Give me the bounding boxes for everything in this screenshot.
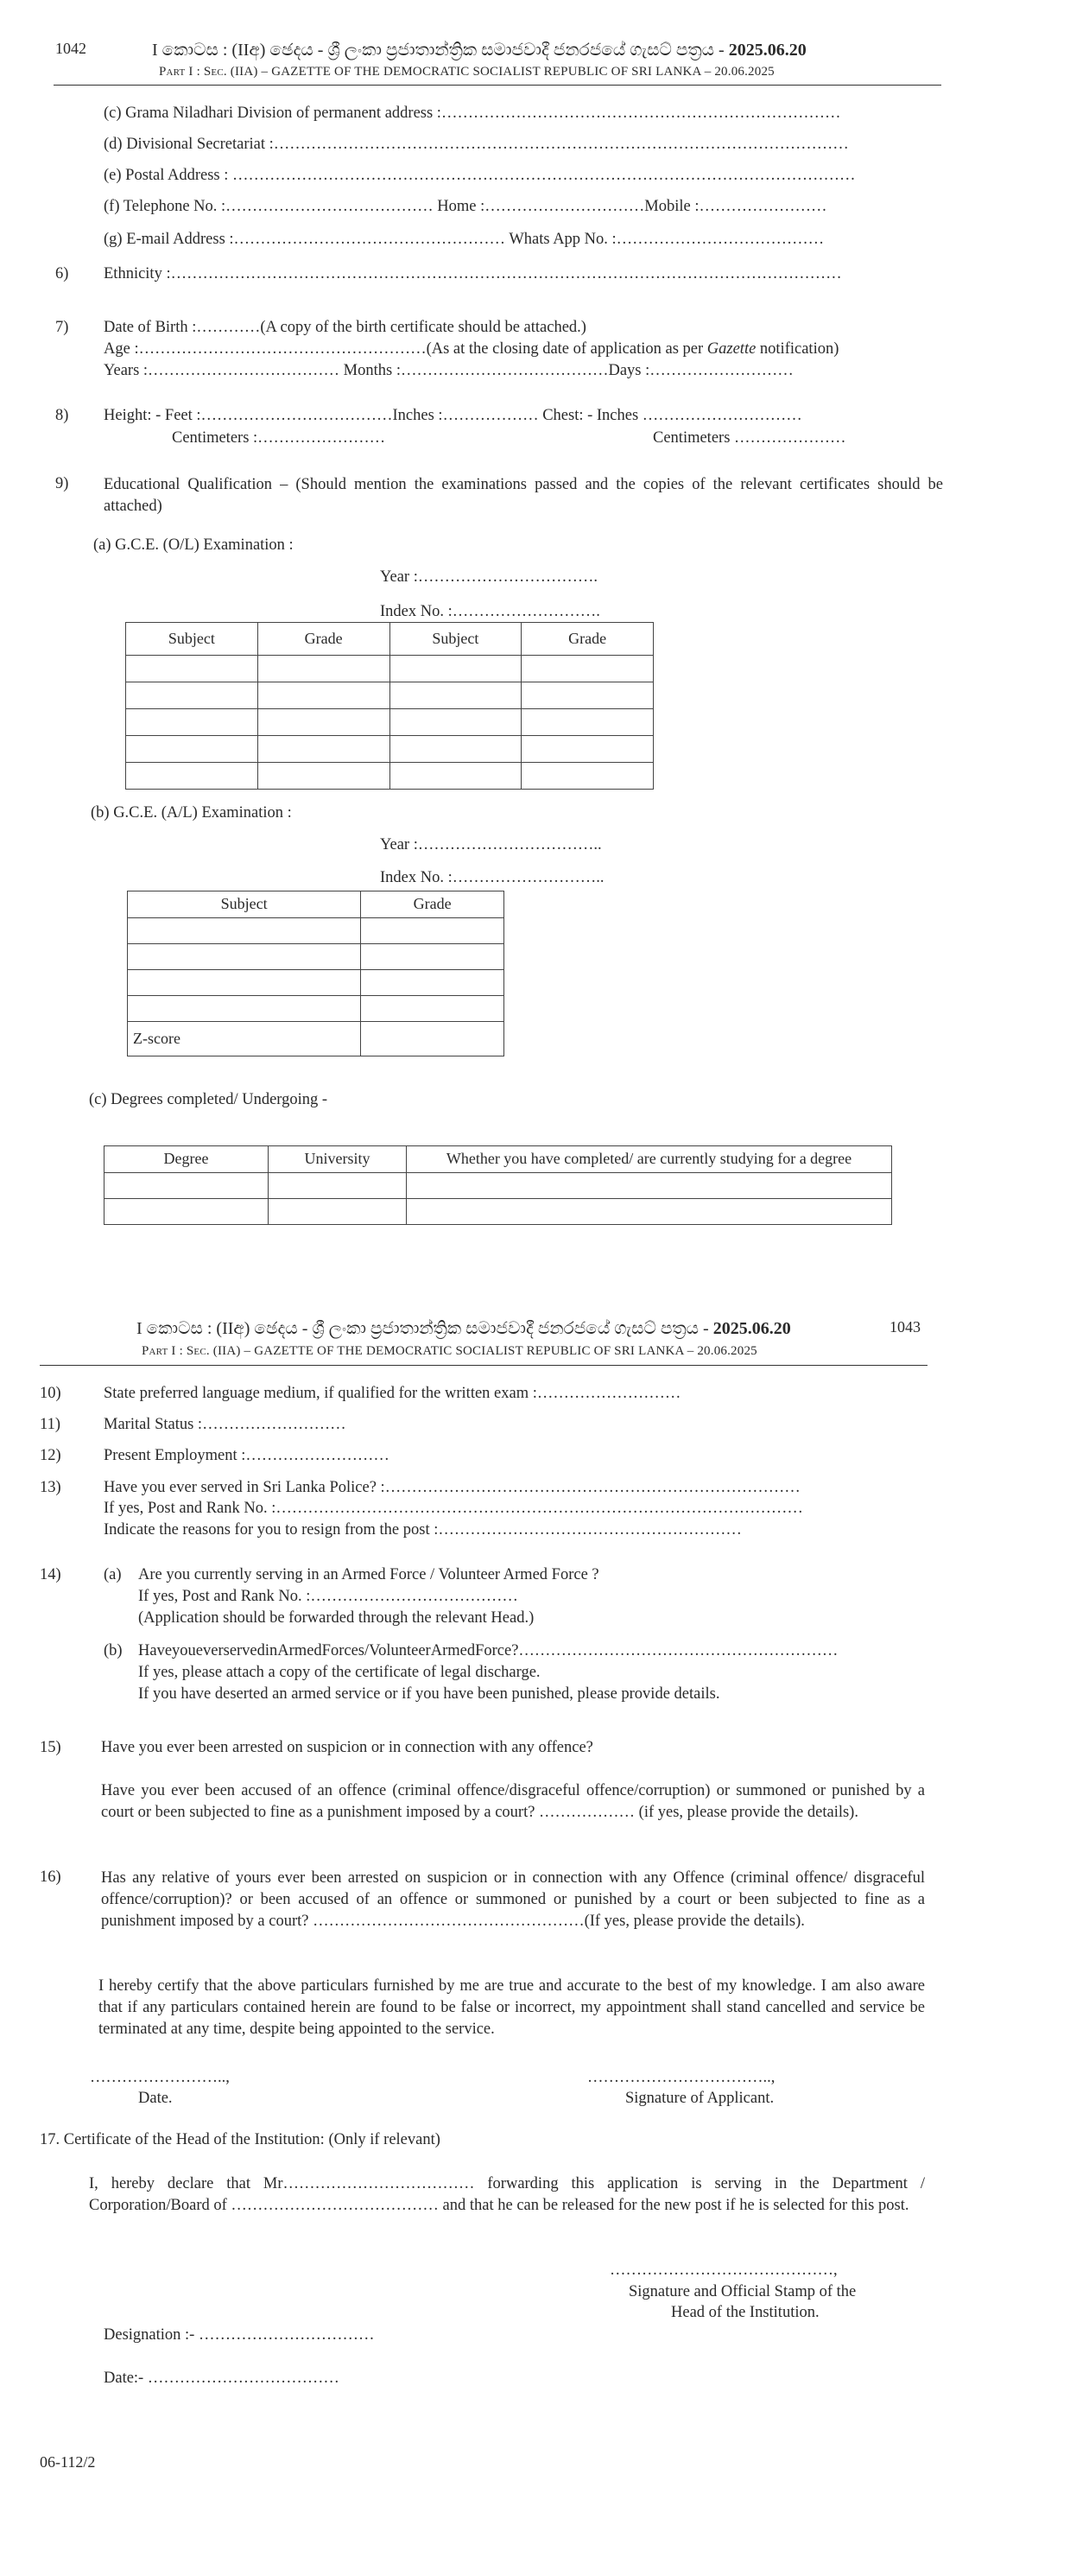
table-cell[interactable] bbox=[361, 996, 504, 1022]
q7-number: 7) bbox=[55, 319, 69, 336]
q8-chest-centimeters: Centimeters ………………… bbox=[653, 429, 846, 447]
table-cell[interactable] bbox=[522, 656, 654, 682]
q13-police-service: Have you ever served in Sri Lanka Police? :…………………………………………………………………… bbox=[104, 1479, 801, 1496]
header-date: 2025.06.20 bbox=[728, 41, 807, 60]
footer-code: 06-112/2 bbox=[40, 2453, 96, 2471]
table-cell[interactable] bbox=[269, 1199, 407, 1225]
q8-height-chest: Height: - Feet :………………………………Inches :……………… Chest: - Inches ………………………… bbox=[104, 407, 802, 424]
table-row bbox=[104, 1199, 892, 1225]
deg-header-degree: Degree bbox=[104, 1146, 269, 1173]
ol-header-grade-2: Grade bbox=[522, 623, 654, 656]
deg-header-university: University bbox=[269, 1146, 407, 1173]
q7-years-months-days: Years :……………………………… Months :…………………………………Days :……………………… bbox=[104, 362, 794, 379]
ol-index-no: Index No. :………………………. bbox=[380, 603, 600, 620]
ol-header-subject-1: Subject bbox=[126, 623, 258, 656]
zscore-label: Z-score bbox=[128, 1022, 361, 1056]
ol-header-grade-1: Grade bbox=[257, 623, 389, 656]
table-cell[interactable] bbox=[522, 736, 654, 763]
q14b-served-armed-forces: HaveyoueverservedinArmedForces/VolunteerArmedForce?…………………………………………………… bbox=[138, 1642, 839, 1659]
designation-line: Designation :- …………………………… bbox=[104, 2326, 375, 2344]
table-row bbox=[128, 1022, 504, 1056]
date-label: Date. bbox=[138, 2090, 173, 2107]
table-row bbox=[126, 763, 654, 790]
table-cell[interactable] bbox=[257, 682, 389, 709]
q13-post-rank: If yes, Post and Rank No. :……………………………………………………………………………………… bbox=[104, 1500, 803, 1517]
al-header-subject: Subject bbox=[128, 891, 361, 918]
date-dots: …………………….., bbox=[90, 2069, 230, 2086]
table-row bbox=[126, 656, 654, 682]
table-cell[interactable] bbox=[361, 970, 504, 996]
stamp-label-line1: Signature and Official Stamp of the bbox=[629, 2283, 857, 2300]
header-sinhala-2 bbox=[136, 1318, 791, 1339]
q16-number: 16) bbox=[40, 1869, 61, 1886]
q15-accused-paragraph: Have you ever been accused of an offence (criminal offence/disgraceful offence/corruption) or summoned or punished by a court or been subjected to fine as a punishment imposed by a court? ……………… (if yes, please provide the details). bbox=[101, 1782, 925, 1821]
header-sinhala-text: I කොටස : (IIඅ) ඡෙදය - ශ්‍රී ලංකා ප්‍රජාතාන්ත්‍රික සමාජවාදී ජනරජයේ ගැසට් පත්‍රය - bbox=[152, 41, 729, 60]
date-line: Date:- ……………………………… bbox=[104, 2370, 339, 2387]
table-cell[interactable] bbox=[407, 1173, 892, 1199]
q14-number: 14) bbox=[40, 1566, 61, 1583]
page-number-2: 1043 bbox=[890, 1318, 921, 1336]
q11-marital-status: Marital Status :……………………… bbox=[104, 1416, 346, 1433]
q6-ethnicity: Ethnicity :……………………………………………………………………………………………………………… bbox=[104, 265, 842, 282]
table-cell[interactable] bbox=[128, 944, 361, 970]
q15-arrested: Have you ever been arrested on suspicion or in connection with any offence? bbox=[101, 1739, 593, 1756]
q8-number: 8) bbox=[55, 407, 69, 424]
header-sinhala-text-2: I කොටස : (IIඅ) ඡෙදය - ශ්‍රී ලංකා ප්‍රජාතාන්ත්‍රික සමාජවාදී ජනරජයේ ගැසට් පත්‍රය - bbox=[136, 1319, 713, 1338]
ol-header-subject-2: Subject bbox=[389, 623, 522, 656]
q14b-label: (b) bbox=[104, 1642, 123, 1659]
q6-number: 6) bbox=[55, 265, 69, 282]
table-row bbox=[104, 1173, 892, 1199]
table-cell[interactable] bbox=[361, 918, 504, 944]
table-cell[interactable] bbox=[104, 1173, 269, 1199]
q14a-post-rank: If yes, Post and Rank No. :………………………………… bbox=[138, 1588, 518, 1605]
q7-age-end: notification) bbox=[756, 340, 839, 358]
q14b-deserted-details: If you have deserted an armed service or if you have been punished, please provide details. bbox=[138, 1685, 720, 1703]
al-index-no: Index No. :……………………….. bbox=[380, 869, 605, 886]
table-cell[interactable] bbox=[126, 736, 258, 763]
table-row bbox=[126, 709, 654, 736]
q7-date-of-birth: Date of Birth :…………(A copy of the birth certificate should be attached.) bbox=[104, 319, 586, 336]
table-cell[interactable] bbox=[257, 763, 389, 790]
q15-number: 15) bbox=[40, 1739, 61, 1756]
q9-number: 9) bbox=[55, 475, 69, 492]
q14a-forward-note: (Application should be forwarded through the relevant Head.) bbox=[138, 1609, 535, 1627]
page-number: 1042 bbox=[55, 40, 86, 57]
table-cell[interactable] bbox=[269, 1173, 407, 1199]
table-cell[interactable] bbox=[522, 682, 654, 709]
header-rule bbox=[54, 85, 941, 86]
line-postal-address: (e) Postal Address : ……………………………………………………………………………………………………… bbox=[104, 167, 856, 184]
table-row bbox=[128, 996, 504, 1022]
ol-heading: (a) G.C.E. (O/L) Examination : bbox=[93, 536, 294, 554]
certification-paragraph: I hereby certify that the above particulars furnished by me are true and accurate to the best of my knowledge. I am also aware that if any particulars contained herein are found to be false or incorrect, my appointment shall stand cancelled and service be terminated at any time, despite being appointed to the service. bbox=[98, 1977, 925, 2038]
table-cell[interactable] bbox=[361, 944, 504, 970]
header-english: Part I : Sec. (IIA) – GAZETTE OF THE DEMOCRATIC SOCIALIST REPUBLIC OF SRI LANKA – 20.06.2025 bbox=[159, 65, 775, 79]
table-cell[interactable] bbox=[257, 736, 389, 763]
ol-year: Year :……………………………. bbox=[380, 568, 598, 586]
table-row bbox=[126, 682, 654, 709]
table-cell[interactable] bbox=[104, 1199, 269, 1225]
table-cell[interactable] bbox=[257, 656, 389, 682]
stamp-label-line2: Head of the Institution. bbox=[671, 2304, 820, 2321]
q14a-label: (a) bbox=[104, 1566, 122, 1583]
table-cell[interactable] bbox=[522, 709, 654, 736]
q7-age-gazette: Gazette bbox=[706, 340, 757, 358]
q13-resign-reasons: Indicate the reasons for you to resign from the post :………………………………………………… bbox=[104, 1521, 742, 1539]
q17-heading: 17. Certificate of the Head of the Institution: (Only if relevant) bbox=[40, 2131, 440, 2148]
q14b-discharge-certificate: If yes, please attach a copy of the certificate of legal discharge. bbox=[138, 1664, 541, 1681]
table-cell[interactable] bbox=[128, 918, 361, 944]
q12-present-employment: Present Employment :……………………… bbox=[104, 1447, 389, 1464]
q16-relative-paragraph: Has any relative of yours ever been arrested on suspicion or in connection with any Offence (criminal offence/ disgraceful offence/corruption)? or been accused of an offence or summoned or punished by a court or been subjected to fine as a punishment imposed by a court? ……………………………………………(If yes, please provide the details). bbox=[101, 1869, 925, 1930]
table-cell[interactable] bbox=[522, 763, 654, 790]
signature-label: Signature of Applicant. bbox=[625, 2090, 775, 2107]
header-sinhala bbox=[152, 40, 807, 60]
table-cell[interactable] bbox=[407, 1199, 892, 1225]
table-cell[interactable] bbox=[257, 709, 389, 736]
q7-age-text: Age :………………………………………………(As at the closing date of application as per bbox=[104, 340, 707, 358]
q11-number: 11) bbox=[40, 1416, 60, 1433]
degrees-table bbox=[104, 1145, 892, 1225]
header-date-2: 2025.06.20 bbox=[712, 1319, 791, 1338]
q9-educational-qualification: Educational Qualification – (Should mention the examinations passed and the copies of the relevant certificates should be attached) bbox=[104, 476, 943, 515]
ol-table bbox=[125, 622, 654, 790]
header-rule-2 bbox=[40, 1365, 928, 1366]
table-row bbox=[128, 944, 504, 970]
q10-language-medium: State preferred language medium, if qualified for the written exam :……………………… bbox=[104, 1385, 681, 1402]
q7-age bbox=[104, 339, 839, 358]
al-table bbox=[127, 891, 504, 1056]
table-cell[interactable] bbox=[389, 763, 522, 790]
zscore-cell[interactable] bbox=[361, 1022, 504, 1056]
q14a-armed-force: Are you currently serving in an Armed Force / Volunteer Armed Force ? bbox=[138, 1566, 599, 1583]
al-year: Year :…………………………….. bbox=[380, 836, 602, 853]
table-cell[interactable] bbox=[126, 682, 258, 709]
table-cell[interactable] bbox=[128, 970, 361, 996]
line-divisional-secretariat: (d) Divisional Secretariat :……………………………………………………………………………………………… bbox=[104, 136, 849, 153]
deg-header-status: Whether you have completed/ are currently studying for a degree bbox=[407, 1146, 892, 1173]
table-cell[interactable] bbox=[389, 656, 522, 682]
stamp-dots: ……………………………………, bbox=[610, 2262, 838, 2279]
q13-number: 13) bbox=[40, 1479, 61, 1496]
header-english-2: Part I : Sec. (IIA) – GAZETTE OF THE DEMOCRATIC SOCIALIST REPUBLIC OF SRI LANKA – 20.06.2025 bbox=[142, 1344, 757, 1358]
signature-dots: …………………………….., bbox=[587, 2069, 776, 2086]
table-cell[interactable] bbox=[126, 656, 258, 682]
table-row bbox=[128, 918, 504, 944]
line-email: (g) E-mail Address :…………………………………………… Whats App No. :………………………………… bbox=[104, 231, 825, 248]
q12-number: 12) bbox=[40, 1447, 61, 1464]
table-row bbox=[128, 970, 504, 996]
table-cell[interactable] bbox=[126, 763, 258, 790]
line-telephone: (f) Telephone No. :………………………………… Home :…………………………Mobile :…………………… bbox=[104, 198, 827, 215]
al-header-grade: Grade bbox=[361, 891, 504, 918]
degrees-heading: (c) Degrees completed/ Undergoing - bbox=[89, 1091, 328, 1108]
line-grama-niladhari: (c) Grama Niladhari Division of permanent address :………………………………………………………………… bbox=[104, 105, 841, 122]
table-cell[interactable] bbox=[128, 996, 361, 1022]
q17-declaration-paragraph: I, hereby declare that Mr……………………………… forwarding this application is serving in the Department / Corporation/Board of ………………………………… and that he can be released for the new post if he is selected for this post. bbox=[89, 2175, 925, 2214]
table-cell[interactable] bbox=[389, 682, 522, 709]
table-cell[interactable] bbox=[126, 709, 258, 736]
table-cell[interactable] bbox=[389, 709, 522, 736]
al-heading: (b) G.C.E. (A/L) Examination : bbox=[91, 804, 292, 822]
table-cell[interactable] bbox=[389, 736, 522, 763]
table-row bbox=[126, 736, 654, 763]
q8-height-centimeters: Centimeters :…………………… bbox=[172, 429, 386, 447]
q10-number: 10) bbox=[40, 1385, 61, 1402]
